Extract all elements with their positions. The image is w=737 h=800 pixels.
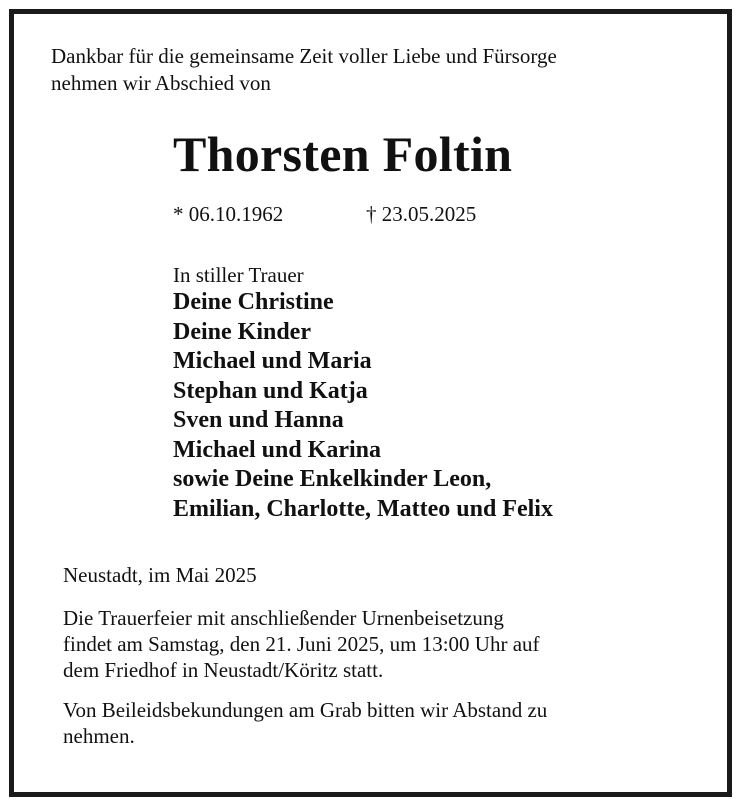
condolence-request — [63, 697, 547, 749]
intro-line: Dankbar für die gemeinsame Zeit voller Liebe und Fürsorge — [51, 44, 557, 68]
request-line: Von Beileidsbekundungen am Grab bitten wir Abstand zu — [63, 698, 548, 722]
deceased-name: Thorsten Foltin — [173, 126, 513, 182]
birth-date: * 06.10.1962 — [173, 202, 284, 226]
mourner-line: Emilian, Charlotte, Matteo und Felix — [173, 495, 553, 522]
ceremony-line: dem Friedhof in Neustadt/Köritz statt. — [63, 658, 384, 682]
mourner-line: Stephan und Katja — [173, 377, 368, 404]
mourners-list — [173, 288, 553, 524]
ceremony-line: findet am Samstag, den 21. Juni 2025, um 13:00 Uhr auf — [63, 632, 540, 656]
life-dates — [173, 201, 477, 227]
death-date: † 23.05.2025 — [366, 202, 477, 226]
mourner-line: Deine Christine — [173, 289, 334, 315]
ceremony-info — [63, 605, 540, 683]
request-line: nehmen. — [63, 724, 135, 748]
mourners-block — [173, 262, 553, 524]
mourner-line: Sven und Hanna — [173, 407, 344, 433]
mourner-line: Michael und Maria — [173, 348, 372, 374]
mourner-line: sowie Deine Enkelkinder Leon, — [173, 466, 492, 492]
ceremony-line: Die Trauerfeier mit anschließender Urnenbeisetzung — [63, 606, 504, 630]
mourner-line: Michael und Karina — [173, 436, 382, 463]
intro-text — [51, 43, 557, 97]
intro-line: nehmen wir Abschied von — [51, 71, 271, 95]
mourner-line: Deine Kinder — [173, 318, 311, 345]
place-date: Neustadt, im Mai 2025 — [63, 563, 257, 587]
mourning-lead: In stiller Trauer — [173, 263, 304, 287]
